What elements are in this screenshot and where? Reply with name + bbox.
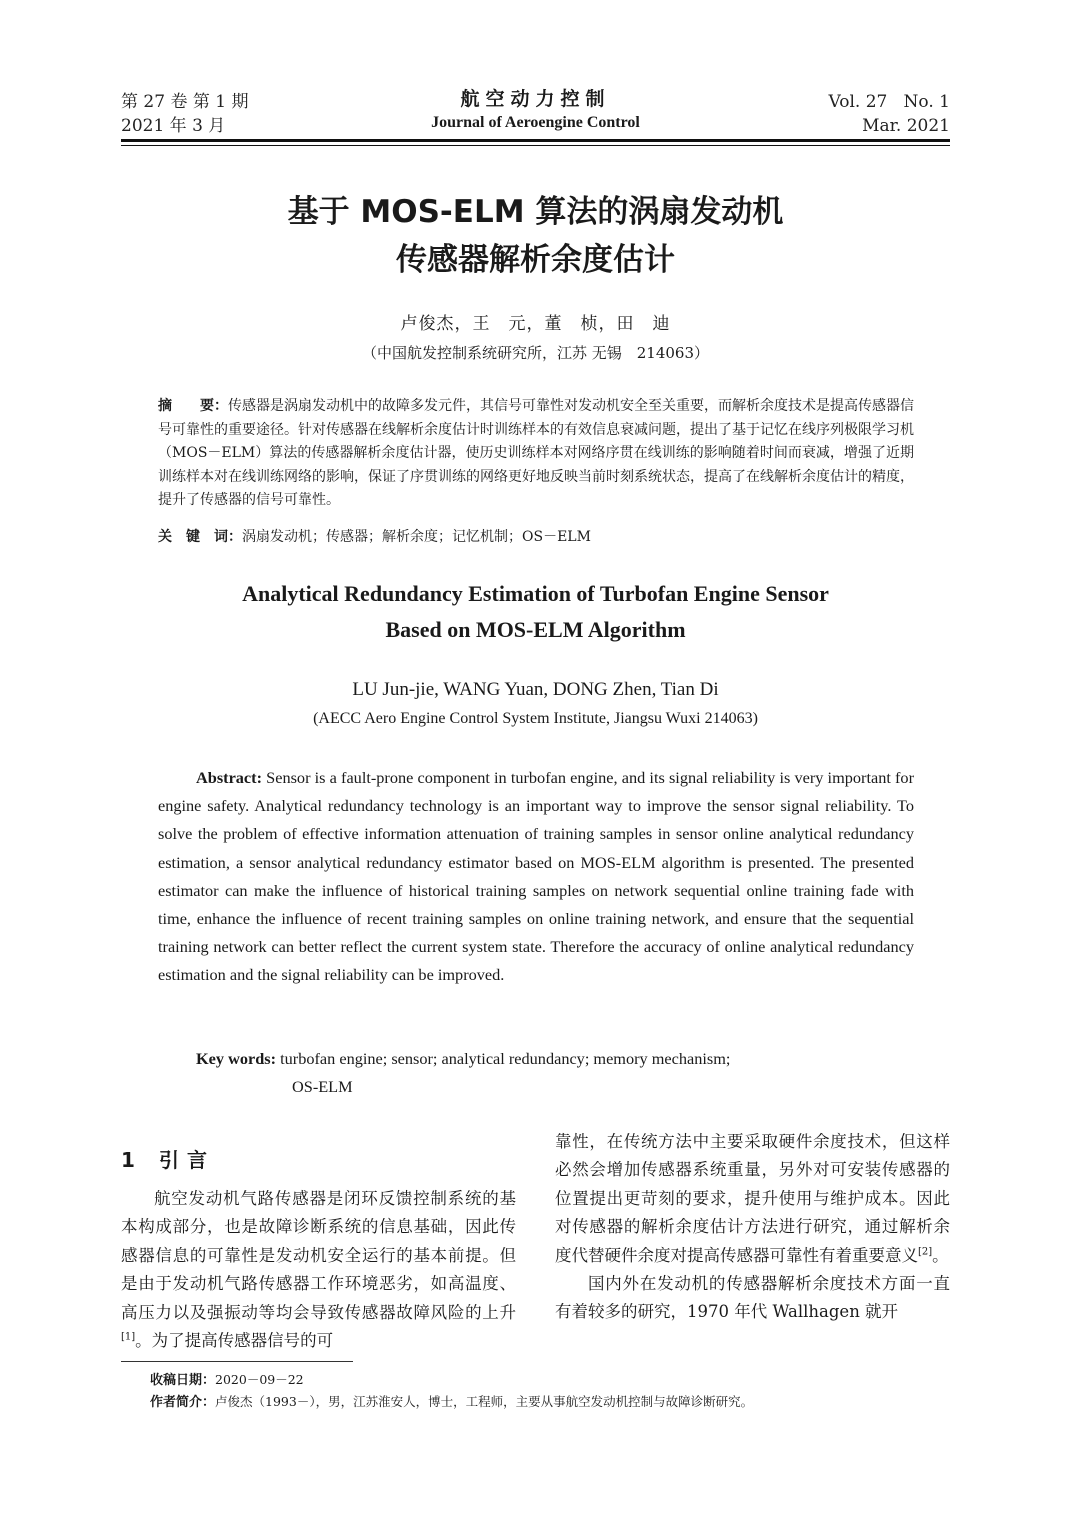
title-en-line2: Based on MOS-ELM Algorithm <box>385 617 686 642</box>
body-text: 靠性，在传统方法中主要采取硬件余度技术，但这样必然会增加传感器系统重量，另外对可安装传感器的位置提出更苛刻的要求，提升使用与维护成本。因此对传感器的解析余度估计方法进行研究，通过解析余度代替硬件余度对提高传感器可靠性有着重要意义 <box>555 1132 950 1265</box>
received-date: 2020－09－22 <box>215 1372 304 1387</box>
section-1-heading <box>121 1145 215 1175</box>
body-column-right <box>555 1128 950 1327</box>
footnote-rule <box>121 1361 353 1362</box>
authors-cn: 卢俊杰，王 元，董 桢，田 迪 <box>400 314 671 334</box>
body-text: 航空发动机气路传感器是闭环反馈控制系统的基本构成部分，也是故障诊断系统的信息基础，因此传感器信息的可靠性是发动机安全运行的基本前提。但是由于发动机气路传感器工作环境恶劣，如高温度、高压力以及强振动等均会导致传感器故障风险的上升 <box>121 1189 516 1322</box>
body-column-left <box>121 1185 516 1355</box>
keywords-cn <box>158 525 914 549</box>
title-cn-line1: 基于 MOS-ELM 算法的涡扇发动机 <box>287 194 784 230</box>
title-en <box>0 576 1071 648</box>
abstract-cn <box>158 395 914 513</box>
keywords-cn-label: 关 键 词： <box>158 529 242 545</box>
section-1-title: 引言 <box>159 1148 215 1172</box>
citation-2[interactable]: [2] <box>918 1246 933 1258</box>
keywords-en-continuation: OS-ELM <box>292 1077 353 1096</box>
keywords-cn-text: 涡扇发动机；传感器；解析余度；记忆机制；OS－ELM <box>242 529 591 545</box>
title-cn-line2: 传感器解析余度估计 <box>396 242 675 278</box>
header-right <box>829 90 950 138</box>
date-cn: 2021 年 3 月 <box>121 116 226 136</box>
footnote-received <box>150 1370 304 1391</box>
abstract-en <box>158 764 914 990</box>
abstract-cn-text: 传感器是涡扇发动机中的故障多发元件，其信号可靠性对发动机安全至关重要，而解析余度技术是提高传感器信号可靠性的重要途径。针对传感器在线解析余度估计时训练样本的有效信息衰减问题，提出了基于记忆在线序列极限学习机（MOS－ELM）算法的传感器解析余度估计器，使历史训练样本对网络序贯在线训练的影响随着时间而衰减，增强了近期训练样本对在线训练网络的影响，保证了序贯训练的网络更好地反映当前时刻系统状态，提高了在线解析余度估计的精度，提升了传感器的信号可靠性。 <box>158 398 914 509</box>
section-1-number: 1 <box>121 1148 135 1172</box>
authors-en: LU Jun-jie, WANG Yuan, DONG Zhen, Tian Di <box>352 679 719 700</box>
keywords-en <box>196 1045 896 1101</box>
body-paragraph <box>121 1185 516 1355</box>
citation-1[interactable]: [1] <box>121 1331 136 1343</box>
volume-issue-en: Vol. 27 No. 1 <box>828 92 950 112</box>
keywords-en-text: turbofan engine; sensor; analytical redundancy; memory mechanism; <box>276 1049 731 1068</box>
date-en: Mar. 2021 <box>862 116 950 136</box>
abstract-cn-label: 摘 要： <box>158 398 228 414</box>
author-bio: 卢俊杰（1993－），男，江苏淮安人，博士，工程师，主要从事航空发动机控制与故障诊断研究。 <box>215 1394 754 1409</box>
journal-name-cn: 航空动力控制 <box>460 88 611 110</box>
abstract-en-label: Abstract: <box>196 768 263 787</box>
journal-name-en: Journal of Aeroengine Control <box>431 114 640 131</box>
affiliation-en: (AECC Aero Engine Control System Institute, Jiangsu Wuxi 214063) <box>313 710 758 727</box>
keywords-en-label: Key words: <box>196 1049 277 1068</box>
header-rule-thick <box>121 139 950 142</box>
body-text: 。 <box>932 1245 949 1265</box>
body-paragraph: 国内外在发动机的传感器解析余度技术方面一直有着较多的研究，1970 年代 Wallhagen 就开 <box>555 1274 950 1322</box>
title-cn <box>0 188 1071 284</box>
header-rule-thin <box>121 145 950 146</box>
footnote-author <box>150 1392 753 1413</box>
affiliation-cn: （中国航发控制系统研究所，江苏 无锡 214063） <box>361 344 710 362</box>
abstract-en-text: Sensor is a fault-prone component in turbofan engine, and its signal reliability is very important for engine safety. Analytical redundancy technology is an important way to improve the sensor signal reliability. To solve the problem of effective information attenuation of training samples in sensor online analytical redundancy estimation, a sensor analytical redundancy estimator based on MOS-ELM algorithm is presented. The presented estimator can make the influence of historical training samples on network sequential online training fade with time, enhance the influence of recent training samples on online training network, and ensure that the sequential training network can better reflect the current system state. Therefore the accuracy of online analytical redundancy estimation and the signal reliability can be improved. <box>158 768 914 985</box>
received-label: 收稿日期： <box>150 1373 216 1388</box>
volume-issue-cn: 第 27 卷 第 1 期 <box>121 92 249 112</box>
author-bio-label: 作者简介： <box>150 1395 216 1410</box>
title-en-line1: Analytical Redundancy Estimation of Turbofan Engine Sensor <box>242 581 829 606</box>
body-paragraph <box>555 1128 950 1270</box>
body-text: 。为了提高传感器信号的可 <box>135 1331 334 1351</box>
